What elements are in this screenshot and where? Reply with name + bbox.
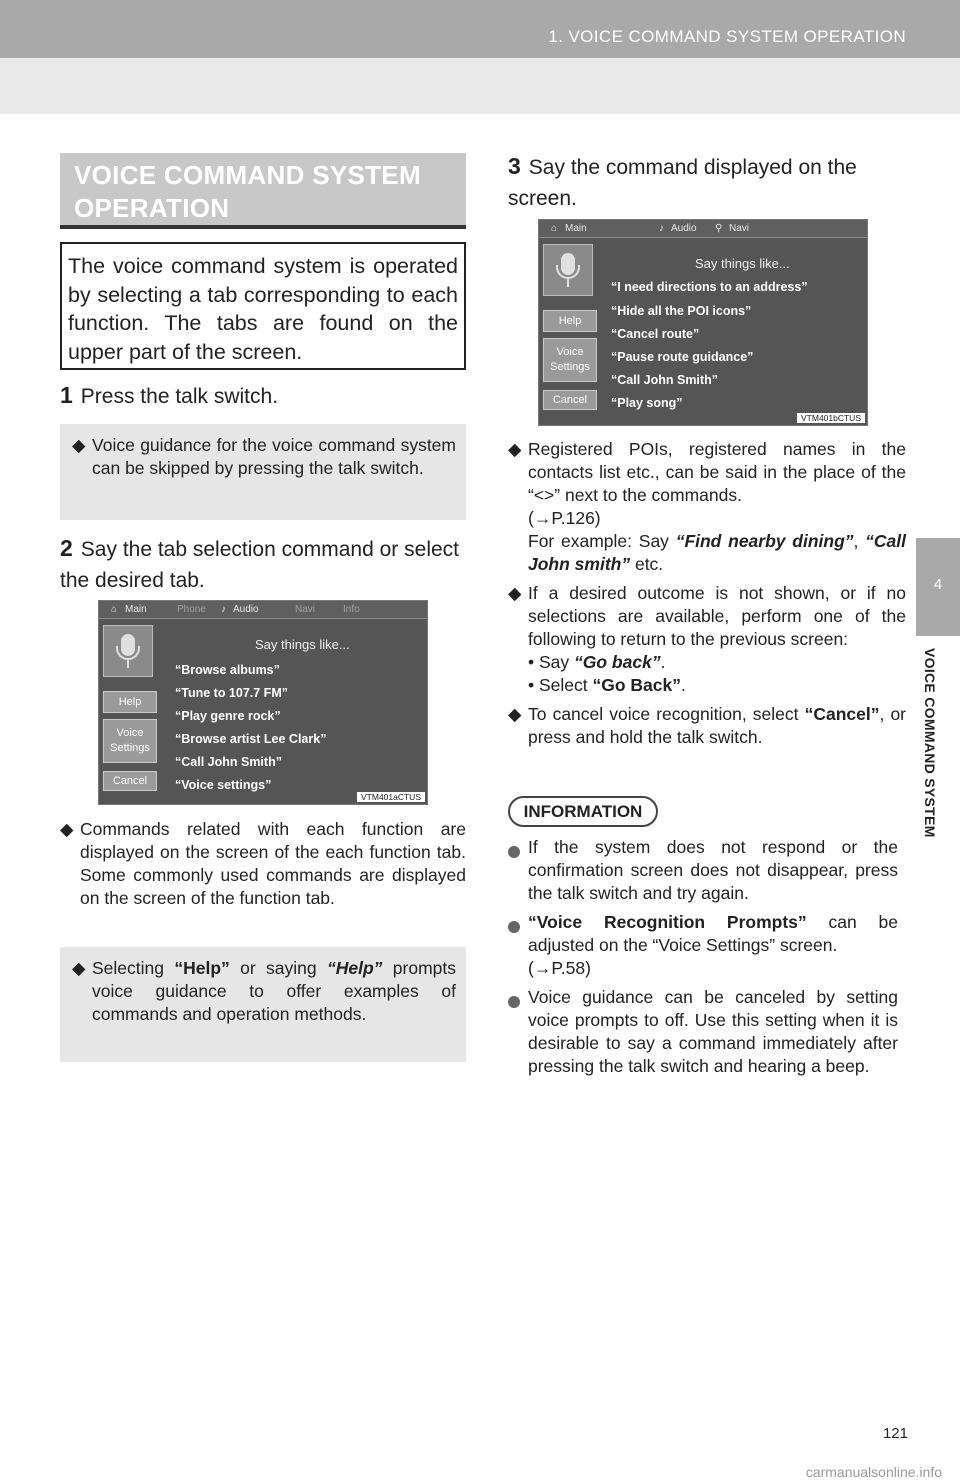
chapter-side-label <box>922 648 950 908</box>
say-pre: • Say <box>528 652 575 672</box>
command-item: “Call John Smith” <box>611 373 718 387</box>
help-button[interactable]: Help <box>543 310 597 332</box>
cancel-button[interactable]: Cancel <box>103 771 157 791</box>
tab-audio[interactable]: Audio <box>671 223 697 234</box>
command-item: “Play genre rock” <box>175 709 281 723</box>
page-reference[interactable]: (→P.126) <box>528 508 601 528</box>
cancel-post: , or press and hold the talk switch. <box>528 704 907 747</box>
bullet-item <box>508 703 906 749</box>
command-item: “Pause route guidance” <box>611 350 754 364</box>
help-say-label: “Help” <box>327 958 383 978</box>
step-text: Say the tab selection command or select the desired tab. <box>60 538 459 592</box>
step-3 <box>508 151 908 214</box>
tab-main[interactable]: Main <box>565 223 587 234</box>
header-band <box>0 0 960 58</box>
right-notes <box>508 438 906 749</box>
home-icon: ⌂ <box>111 604 118 615</box>
chapter-tab-number: 4 <box>933 576 943 593</box>
command-item: “Call John Smith” <box>175 755 282 769</box>
example-post: etc. <box>630 554 664 574</box>
select-pre: • Select <box>528 675 593 695</box>
info-text: Voice guidance can be canceled by setting voice prompts to off. Use this setting when it is desirable to say a command immediately after pressing the talk switch and hearing a beep. <box>528 987 898 1076</box>
information-label: INFORMATION <box>508 796 658 827</box>
info-item <box>508 986 898 1078</box>
help-select-label: “Help” <box>174 958 230 978</box>
navi-icon: ⚲ <box>715 223 723 234</box>
information-list <box>508 836 898 1084</box>
command-item: “I need directions to an address” <box>611 280 808 294</box>
page-reference[interactable]: (→P.58) <box>528 958 591 978</box>
screen-tab-bar <box>539 220 867 238</box>
cancel-pre: To cancel voice recognition, select <box>528 704 805 724</box>
music-note-icon: ♪ <box>221 604 226 615</box>
note-help <box>60 947 466 1062</box>
bullet-text: Commands related with each function are displayed on the screen of the each function tab. Some commonly used commands are displayed on the screen of the function tab. <box>80 819 466 908</box>
step-text: Say the command displayed on the screen. <box>508 156 857 210</box>
step-number: 2 <box>60 535 73 561</box>
watermark: carmanualsonline.info <box>805 1464 942 1480</box>
chapter-title: 1. VOICE COMMAND SYSTEM OPERATION <box>548 27 906 46</box>
chapter-side-label-text: VOICE COMMAND SYSTEM <box>922 648 938 838</box>
dot-bullet-icon <box>508 841 520 864</box>
command-item: “Voice settings” <box>175 778 272 792</box>
diamond-bullet-icon: ◆ <box>508 439 522 459</box>
help-button[interactable]: Help <box>103 691 157 713</box>
help-text-pre: Selecting <box>92 958 175 978</box>
screenshot-navi-tab <box>538 219 868 426</box>
say-things-like: Say things like... <box>255 637 350 652</box>
image-code: VTM401aCTUS <box>357 792 425 802</box>
info-text: can be adjusted on the “Voice Settings” screen. <box>528 912 899 955</box>
command-item: “Cancel route” <box>611 327 700 341</box>
diamond-bullet-icon: ◆ <box>508 704 522 724</box>
image-code: VTM401bCTUS <box>797 413 865 423</box>
say-things-like: Say things like... <box>695 256 790 271</box>
note-skip-guidance <box>60 424 466 520</box>
bullet-item: ◆ Registered POIs, registered names in the contacts list etc., can be said in the place of the “<>” next to the commands. (→P.126) For example: Say “Find nearby dining”, “Call John smith” etc. <box>508 439 906 574</box>
example-command-2: “Call John smith” <box>528 531 906 574</box>
example-pre: For example: Say <box>528 531 676 551</box>
section-title-bar <box>60 153 466 229</box>
bullet-item <box>72 434 456 480</box>
section-title: VOICE COMMAND SYSTEM OPERATION <box>74 160 421 223</box>
command-item: “Browse albums” <box>175 663 280 677</box>
example-command-1: “Find nearby dining” <box>675 531 854 551</box>
tab-navi[interactable]: Navi <box>729 223 750 234</box>
microphone-icon <box>103 625 153 677</box>
command-item: “Browse artist Lee Clark” <box>175 732 327 746</box>
tab-info[interactable]: Info <box>343 604 360 615</box>
step-1 <box>60 380 466 412</box>
command-item: “Hide all the POI icons” <box>611 304 752 318</box>
bullet-item <box>72 957 456 1026</box>
tab-phone[interactable]: Phone <box>177 604 206 615</box>
bullet-item <box>60 818 466 910</box>
info-text: If the system does not respond or the confirmation screen does not disappear, press the talk switch and try again. <box>528 837 898 903</box>
home-icon: ⌂ <box>551 223 558 234</box>
page-number: 121 <box>882 1425 908 1442</box>
go-back-select: “Go Back” <box>592 675 681 695</box>
voice-settings-button[interactable]: Voice Settings <box>103 719 157 763</box>
bullet-item: ◆ If a desired outcome is not shown, or if no selections are available, perform one of the following to return to the previous screen: • Say “Go back”. • Select “Go Back”. <box>508 583 906 695</box>
info-bold: “Voice Recognition Prompts” <box>528 912 807 932</box>
info-item <box>508 836 898 905</box>
note-text: Voice guidance for the voice command system can be skipped by pressing the talk switch. <box>92 435 456 478</box>
intro-box: The voice command system is operated by selecting a tab corresponding to each function. The tabs are found on the upper part of the screen. <box>60 242 466 370</box>
voice-settings-button[interactable]: Voice Settings <box>543 338 597 382</box>
step-text: Press the talk switch. <box>80 385 279 408</box>
header-sub-band <box>0 58 960 114</box>
go-back-say: “Go back” <box>574 652 661 672</box>
dot-bullet-icon <box>508 916 520 939</box>
chapter-tab[interactable] <box>916 538 960 636</box>
step-number: 3 <box>508 153 521 179</box>
microphone-icon <box>543 244 593 296</box>
tab-main[interactable]: Main <box>125 604 147 615</box>
music-note-icon: ♪ <box>659 223 664 234</box>
help-text-post: prompts voice guidance to offer examples of commands and operation methods. <box>92 958 457 1024</box>
step-2 <box>60 533 466 596</box>
info-item <box>508 911 898 980</box>
cancel-button[interactable]: Cancel <box>543 390 597 410</box>
dot-bullet-icon <box>508 991 520 1014</box>
commands-note <box>60 818 466 910</box>
cancel-command: “Cancel” <box>804 704 880 724</box>
screenshot-main-tab <box>98 600 428 805</box>
step-number: 1 <box>60 382 73 408</box>
diamond-bullet-icon: ◆ <box>72 435 86 455</box>
diamond-bullet-icon: ◆ <box>508 583 522 603</box>
outcome-text: If a desired outcome is not shown, or if no selections are available, perform one of the following to return to the previous screen: <box>528 583 906 649</box>
screen-tab-bar <box>99 601 427 619</box>
tab-audio[interactable]: Audio <box>233 604 259 615</box>
command-item: “Play song” <box>611 396 683 410</box>
help-text-mid: or saying <box>229 958 327 978</box>
tab-navi[interactable]: Navi <box>295 604 316 615</box>
command-item: “Tune to 107.7 FM” <box>175 686 288 700</box>
diamond-bullet-icon: ◆ <box>72 958 86 978</box>
diamond-bullet-icon: ◆ <box>60 819 74 839</box>
registered-text: Registered POIs, registered names in the contacts list etc., can be said in the place of the “<>” next to the commands. <box>528 439 906 505</box>
